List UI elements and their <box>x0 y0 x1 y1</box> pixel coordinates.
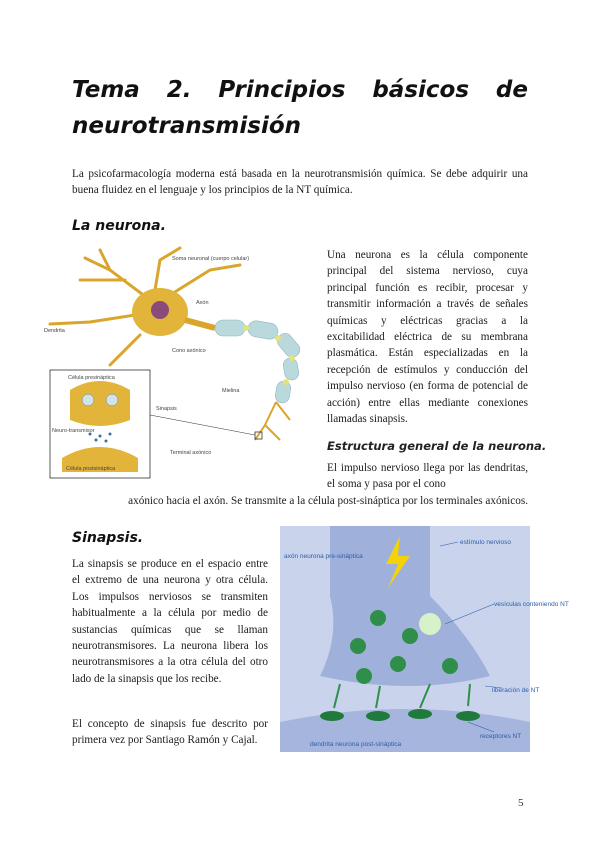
structure-paragraph-a: El impulso nervioso llega por las dendritas, el soma y pasa por el cono <box>327 462 528 491</box>
label-dendrite-post: dendrita neurona post-sináptica <box>310 741 402 748</box>
section-heading-neurona: La neurona. <box>72 218 166 234</box>
axon-terminals <box>255 402 290 440</box>
title-word: Principios <box>218 77 346 103</box>
title-line-2: neurotransmisión <box>72 113 302 139</box>
title-word: 2. <box>166 77 192 103</box>
title-word: básicos <box>372 77 470 103</box>
section-heading-sinapsis: Sinapsis. <box>72 530 144 546</box>
structure-paragraph-b: axónico hacia el axón. Se transmite a la célula post-sináptica por los terminales axónicos. <box>128 495 528 507</box>
title-word: Tema <box>72 77 140 103</box>
vesicle-burst <box>419 613 441 635</box>
label-presyn: Célula presináptica <box>68 375 115 381</box>
label-cone: Cono axónico <box>172 348 206 354</box>
page-number: 5 <box>518 797 524 809</box>
label-axon-pre: axón neurona pre-sináptica <box>284 553 363 560</box>
nucleus-shape <box>151 301 169 319</box>
label-synapse: Sinapsis <box>156 406 177 412</box>
subheading-structure: Estructura general de la neurona. <box>327 439 547 453</box>
neuron-diagram <box>40 240 310 480</box>
label-release: liberación de NT <box>492 687 540 694</box>
synapse-diagram <box>280 526 569 752</box>
label-terminal: Terminal axónico <box>170 450 212 456</box>
neurona-paragraph: Una neurona es la célula componente principal del sistema nervioso, cuya principal función es recibir, procesar y transmitir información a través de señales químicas y eléctricas gracias a la excitabilidad eléctrica de su membrana plasmática. Están especializadas en la recepción de estímulos y conducción del impulso nervioso (en forma de potencial de acción) entre ellas mediante conexiones llamadas sinapsis. <box>327 249 528 426</box>
label-receptors: receptores NT <box>480 733 522 740</box>
title-word: de <box>495 77 528 103</box>
synapse-inset <box>50 370 150 478</box>
label-stimulus: estímulo nervioso <box>460 539 511 546</box>
axon-hillock-shape <box>185 320 215 328</box>
label-vesicles: vesículas conteniendo NT <box>494 601 569 608</box>
label-axon: Axón <box>196 300 209 306</box>
label-myelin: Mielina <box>222 388 240 394</box>
label-soma: Soma neuronal (cuerpo celular) <box>172 256 250 262</box>
label-neurotransmitter: Neuro-transmisor <box>52 428 95 434</box>
sinapsis-paragraph-2: El concepto de sinapsis fue descrito por primera vez por Santiago Ramón y Cajal. <box>72 718 268 747</box>
intro-paragraph: La psicofarmacología moderna está basada en la neurotransmisión química. Se debe adquirir una buena fluidez en el lenguaje y los principios de la NT química. <box>72 168 528 197</box>
page-title <box>72 72 528 144</box>
label-postsyn: Célula postsináptica <box>66 466 116 472</box>
sinapsis-paragraph-1: La sinapsis se produce en el espacio entre el extremo de una neurona y otra célula. Los impulsos nerviosos se transmiten habitualmente a la célula por medio de sustancias químicas que se llaman neurotransmisores. La neurona libera los neurotransmisores a la otra célula del otro lado de la sinapsis que los recibe. <box>72 558 268 685</box>
label-dendrite: Dendrita <box>44 328 65 334</box>
